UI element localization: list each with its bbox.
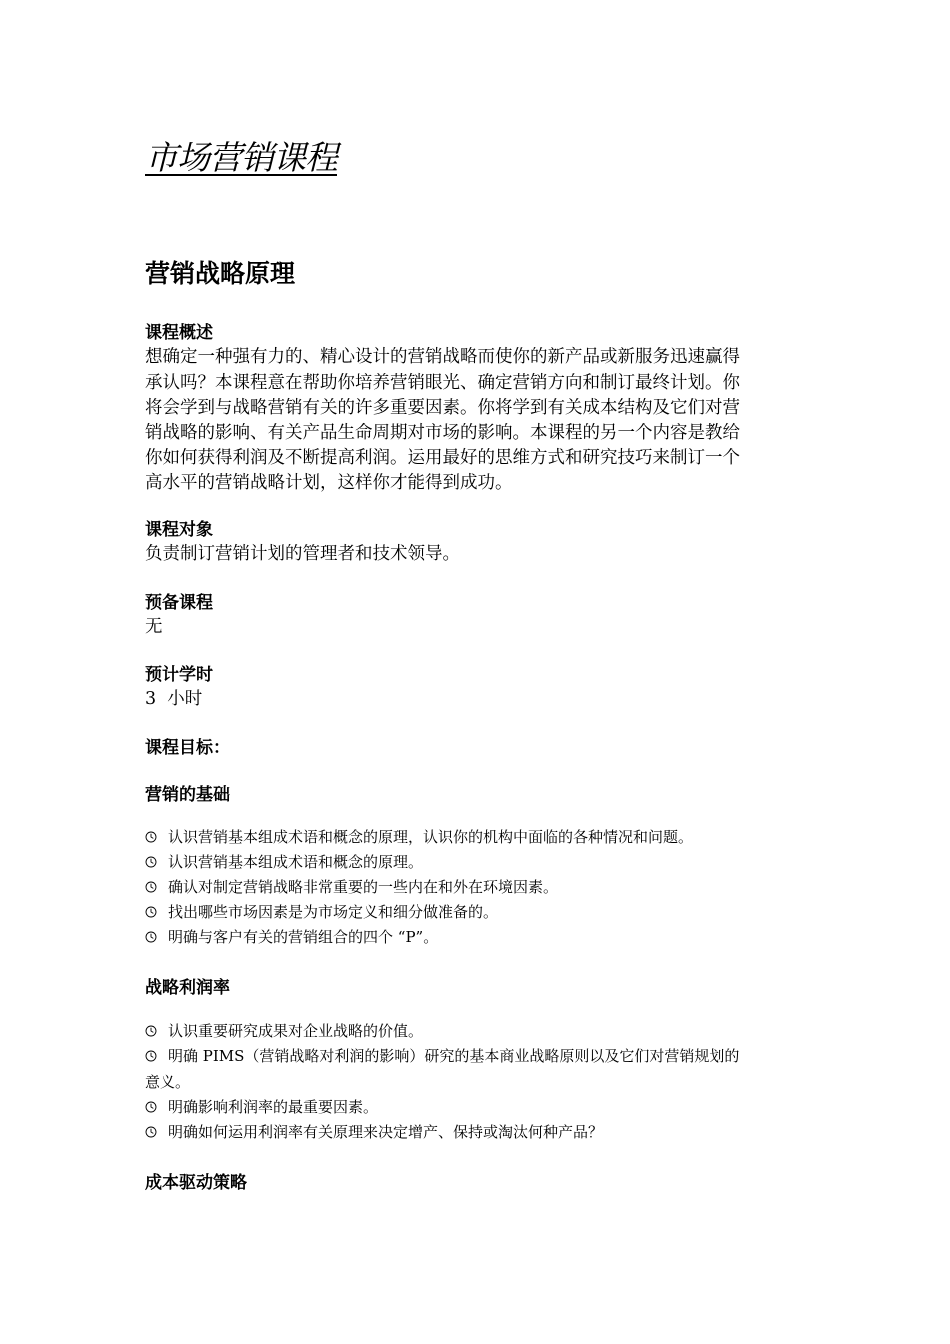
document-title: 市场营销课程 <box>145 138 337 177</box>
prerequisites-heading: 预备课程 <box>145 593 213 613</box>
objective-item-text: 明确与客户有关的营销组合的四个 “P”。 <box>168 928 439 946</box>
clock-icon <box>145 856 157 868</box>
overview-line: 想确定一种强有力的、精心设计的营销战略而使你的新产品或新服务迅速赢得 <box>145 347 740 367</box>
audience-heading: 课程对象 <box>145 520 213 540</box>
objective-item-text: 找出哪些市场因素是为市场定义和细分做准备的。 <box>168 903 499 921</box>
objective-item <box>145 1096 378 1117</box>
clock-icon <box>145 1050 157 1062</box>
objective-item-text: 明确如何运用利润率有关原理来决定增产、保持或淘汰何种产品？ <box>168 1123 604 1141</box>
clock-icon <box>145 906 157 918</box>
objective-item-text: 认识营销基本组成术语和概念的原理。 <box>168 853 424 871</box>
objective-item <box>145 1045 739 1066</box>
objective-item-text: 认识营销基本组成术语和概念的原理，认识你的机构中面临的各种情况和问题。 <box>168 828 694 846</box>
objective-item-text: 明确影响利润率的最重要因素。 <box>168 1098 379 1116</box>
objective-item <box>145 1121 603 1142</box>
overview-line: 将会学到与战略营销有关的许多重要因素。你将学到有关成本结构及它们对营 <box>145 398 740 418</box>
objective-group-heading: 营销的基础 <box>145 785 230 805</box>
audience-text: 负责制订营销计划的管理者和技术领导。 <box>145 544 460 564</box>
overview-line: 销战略的影响、有关产品生命周期对市场的影响。本课程的另一个内容是教给 <box>145 423 740 443</box>
course-title: 营销战略原理 <box>145 259 296 288</box>
objective-item <box>145 926 438 947</box>
overview-line: 高水平的营销战略计划，这样你才能得到成功。 <box>145 473 513 493</box>
objective-item-continuation: 意义。 <box>145 1073 191 1091</box>
objective-item-text: 认识重要研究成果对企业战略的价值。 <box>168 1022 424 1040</box>
objective-group-heading: 战略利润率 <box>145 978 230 998</box>
objective-item <box>145 901 498 922</box>
objective-item <box>145 826 693 847</box>
overview-line: 你如何获得利润及不断提高利润。运用最好的思维方式和研究技巧来制订一个 <box>145 448 740 468</box>
clock-icon <box>145 931 157 943</box>
objective-item-text: 确认对制定营销战略非常重要的一些内在和外在环境因素。 <box>168 878 559 896</box>
clock-icon <box>145 881 157 893</box>
duration-heading: 预计学时 <box>145 665 213 685</box>
objective-item <box>145 876 558 897</box>
duration-text: 3 小时 <box>145 689 203 709</box>
clock-icon <box>145 1025 157 1037</box>
clock-icon <box>145 1101 157 1113</box>
objective-group-heading: 成本驱动策略 <box>145 1173 247 1193</box>
objectives-heading: 课程目标： <box>145 738 230 758</box>
objective-item <box>145 851 423 872</box>
clock-icon <box>145 831 157 843</box>
prerequisites-text: 无 <box>145 617 163 637</box>
overview-heading: 课程概述 <box>145 323 213 343</box>
objective-item <box>145 1020 423 1041</box>
overview-line: 承认吗？本课程意在帮助你培养营销眼光、确定营销方向和制订最终计划。你 <box>145 373 740 393</box>
clock-icon <box>145 1126 157 1138</box>
objective-item-text: 明确 PIMS（营销战略对利润的影响）研究的基本商业战略原则以及它们对营销规划的 <box>168 1047 740 1065</box>
